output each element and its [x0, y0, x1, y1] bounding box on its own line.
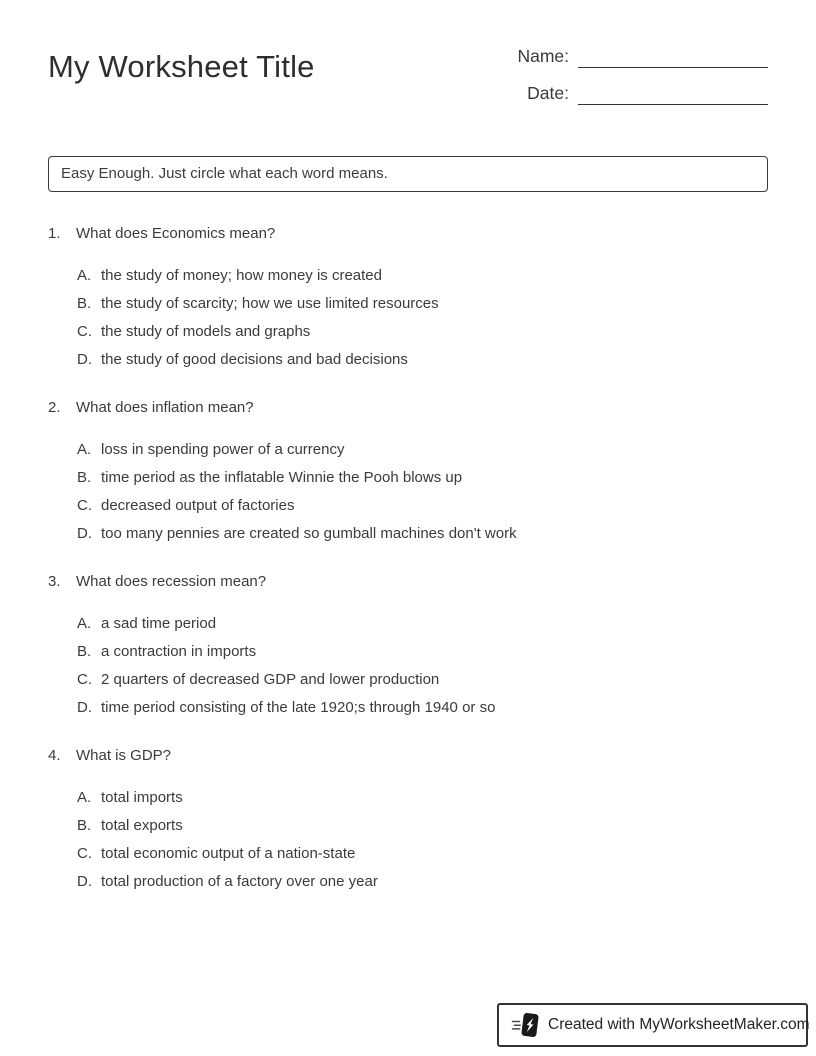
choice-letter: C.: [77, 671, 92, 688]
question-text: What does recession mean?: [76, 573, 267, 590]
choice-text: total imports: [101, 789, 183, 806]
question-number: 3.: [48, 573, 61, 590]
name-date-block: [517, 46, 768, 105]
question-number: 4.: [48, 747, 61, 764]
choice-text: the study of money; how money is created: [101, 267, 382, 284]
instructions-box: [48, 156, 768, 192]
credit-text: Created with MyWorksheetMaker.com: [548, 1016, 810, 1033]
choice-3d[interactable]: [48, 694, 768, 722]
choice-letter: D.: [77, 525, 92, 542]
choice-list: [48, 436, 768, 548]
choice-2c[interactable]: [48, 492, 768, 520]
choice-text: time period as the inflatable Winnie the Pooh blows up: [101, 469, 463, 486]
question-1: [48, 223, 768, 374]
date-label: Date:: [527, 83, 569, 103]
choice-4a[interactable]: [48, 784, 768, 812]
choice-text: a contraction in imports: [101, 643, 257, 660]
footer-credit-badge[interactable]: [497, 1003, 808, 1047]
choice-2d[interactable]: [48, 520, 768, 548]
choice-letter: D.: [77, 873, 92, 890]
choice-text: the study of scarcity; how we use limited resources: [101, 295, 439, 312]
choice-letter: B.: [77, 643, 92, 660]
choice-text: too many pennies are created so gumball machines don't work: [101, 525, 517, 542]
question-text: What does Economics mean?: [76, 225, 276, 242]
worksheet-maker-logo-icon: [511, 1010, 541, 1040]
name-row: [517, 46, 768, 68]
choice-text: time period consisting of the late 1920;s through 1940 or so: [101, 699, 496, 716]
choice-1d[interactable]: [48, 346, 768, 374]
question-text: What is GDP?: [76, 747, 172, 764]
choice-list: [48, 610, 768, 722]
choice-2a[interactable]: [48, 436, 768, 464]
choice-text: total economic output of a nation-state: [101, 845, 356, 862]
choice-letter: C.: [77, 845, 92, 862]
choice-3c[interactable]: [48, 666, 768, 694]
choice-4d[interactable]: [48, 868, 768, 896]
choice-letter: B.: [77, 295, 92, 312]
question-number: 2.: [48, 399, 61, 416]
choice-text: decreased output of factories: [101, 497, 295, 514]
choice-1a[interactable]: [48, 262, 768, 290]
date-blank-line[interactable]: [578, 83, 768, 105]
choice-list: [48, 784, 768, 896]
choice-list: [48, 262, 768, 374]
choice-3b[interactable]: [48, 638, 768, 666]
choice-letter: A.: [77, 441, 92, 458]
worksheet-header: [48, 40, 768, 105]
date-row: [517, 83, 768, 105]
page-title: My Worksheet Title: [48, 49, 315, 84]
choice-text: total exports: [101, 817, 183, 834]
choice-1c[interactable]: [48, 318, 768, 346]
question-text: What does inflation mean?: [76, 399, 254, 416]
question-2: [48, 397, 768, 548]
choice-letter: C.: [77, 497, 92, 514]
name-blank-line[interactable]: [578, 46, 768, 68]
choice-3a[interactable]: [48, 610, 768, 638]
choice-4b[interactable]: [48, 812, 768, 840]
name-label: Name:: [517, 46, 569, 66]
instructions-text: Easy Enough. Just circle what each word means.: [61, 165, 388, 182]
choice-letter: B.: [77, 817, 92, 834]
choice-letter: A.: [77, 789, 92, 806]
choice-letter: D.: [77, 699, 92, 716]
choice-letter: A.: [77, 267, 92, 284]
question-text-line: [48, 745, 768, 766]
choice-text: the study of good decisions and bad decisions: [101, 351, 408, 368]
choice-2b[interactable]: [48, 464, 768, 492]
question-4: [48, 745, 768, 896]
question-3: [48, 571, 768, 722]
choice-1b[interactable]: [48, 290, 768, 318]
question-list: [48, 223, 768, 896]
question-text-line: [48, 397, 768, 418]
choice-text: total production of a factory over one year: [101, 873, 378, 890]
choice-text: the study of models and graphs: [101, 323, 311, 340]
choice-text: loss in spending power of a currency: [101, 441, 345, 458]
question-number: 1.: [48, 225, 61, 242]
choice-letter: D.: [77, 351, 92, 368]
question-text-line: [48, 571, 768, 592]
choice-text: 2 quarters of decreased GDP and lower production: [101, 671, 440, 688]
question-text-line: [48, 223, 768, 244]
choice-letter: B.: [77, 469, 92, 486]
choice-letter: A.: [77, 615, 92, 632]
choice-letter: C.: [77, 323, 92, 340]
choice-text: a sad time period: [101, 615, 217, 632]
choice-4c[interactable]: [48, 840, 768, 868]
